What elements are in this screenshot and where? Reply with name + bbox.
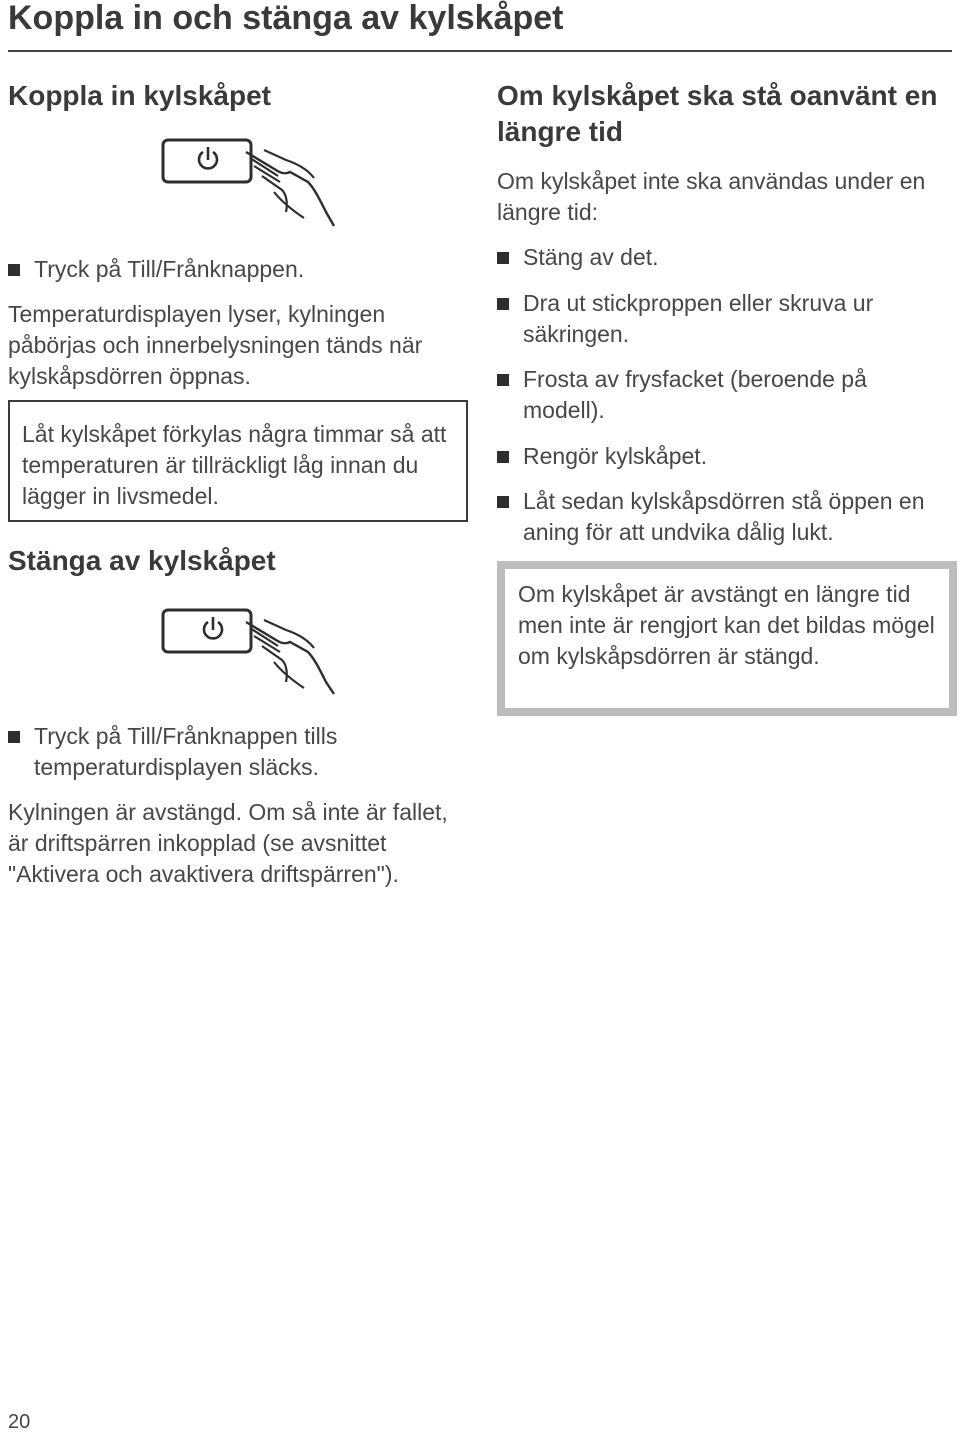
bullet-square-icon	[497, 451, 509, 463]
list-item: Tryck på Till/Frånknappen tills temperaturdisplayen släcks.	[8, 721, 470, 783]
list-item: Frosta av frysfacket (beroende på modell).	[497, 364, 937, 426]
list-item: Låt sedan kylskåpsdörren stå öppen en aning för att undvika dålig lukt.	[497, 486, 952, 548]
heading-stanga-av: Stänga av kylskåpet	[8, 545, 276, 576]
bullet-square-icon	[497, 298, 509, 310]
note-mould-text: Om kylskåpet är avstängt en längre tid men inte är rengjort kan det bildas mögel om kylskåpsdörren är stängd.	[518, 581, 935, 669]
title-divider	[8, 50, 952, 52]
list-item: Dra ut stickproppen eller skruva ur säkringen.	[497, 288, 937, 350]
list-item: Rengör kylskåpet.	[497, 441, 937, 472]
page-number: 20	[8, 1411, 31, 1433]
paragraph-off-result: Kylningen är avstängd. Om så inte är fallet, är driftspärren inkopplad (se avsnittet "Aktivera och avaktivera driftspärren").	[8, 799, 448, 887]
intro-text: Om kylskåpet inte ska användas under en längre tid:	[497, 168, 926, 225]
note-box-mould	[497, 561, 957, 716]
heading-oanvant: Om kylskåpet ska stå oanvänt en längre tid	[497, 80, 938, 147]
bullet-square-icon	[8, 264, 20, 276]
power-button-press-illustration	[158, 600, 348, 700]
list-item: Tryck på Till/Frånknappen.	[8, 254, 468, 285]
bullet-square-icon	[8, 731, 20, 743]
page-title: Koppla in och stänga av kylskåpet	[8, 0, 564, 37]
note-box-precool	[8, 400, 468, 522]
note-precool-text: Låt kylskåpet förkylas några timmar så att temperaturen är tillräckligt låg innan du lägger in livsmedel.	[22, 421, 447, 509]
paragraph-on-result: Temperaturdisplayen lyser, kylningen påbörjas och innerbelysningen tänds när kylskåpsdörren öppnas.	[8, 301, 423, 389]
heading-koppla-in: Koppla in kylskåpet	[8, 80, 271, 111]
bullet-square-icon	[497, 374, 509, 386]
list-item: Stäng av det.	[497, 242, 937, 273]
bullet-square-icon	[497, 496, 509, 508]
power-button-press-illustration	[158, 130, 348, 230]
bullet-square-icon	[497, 252, 509, 264]
